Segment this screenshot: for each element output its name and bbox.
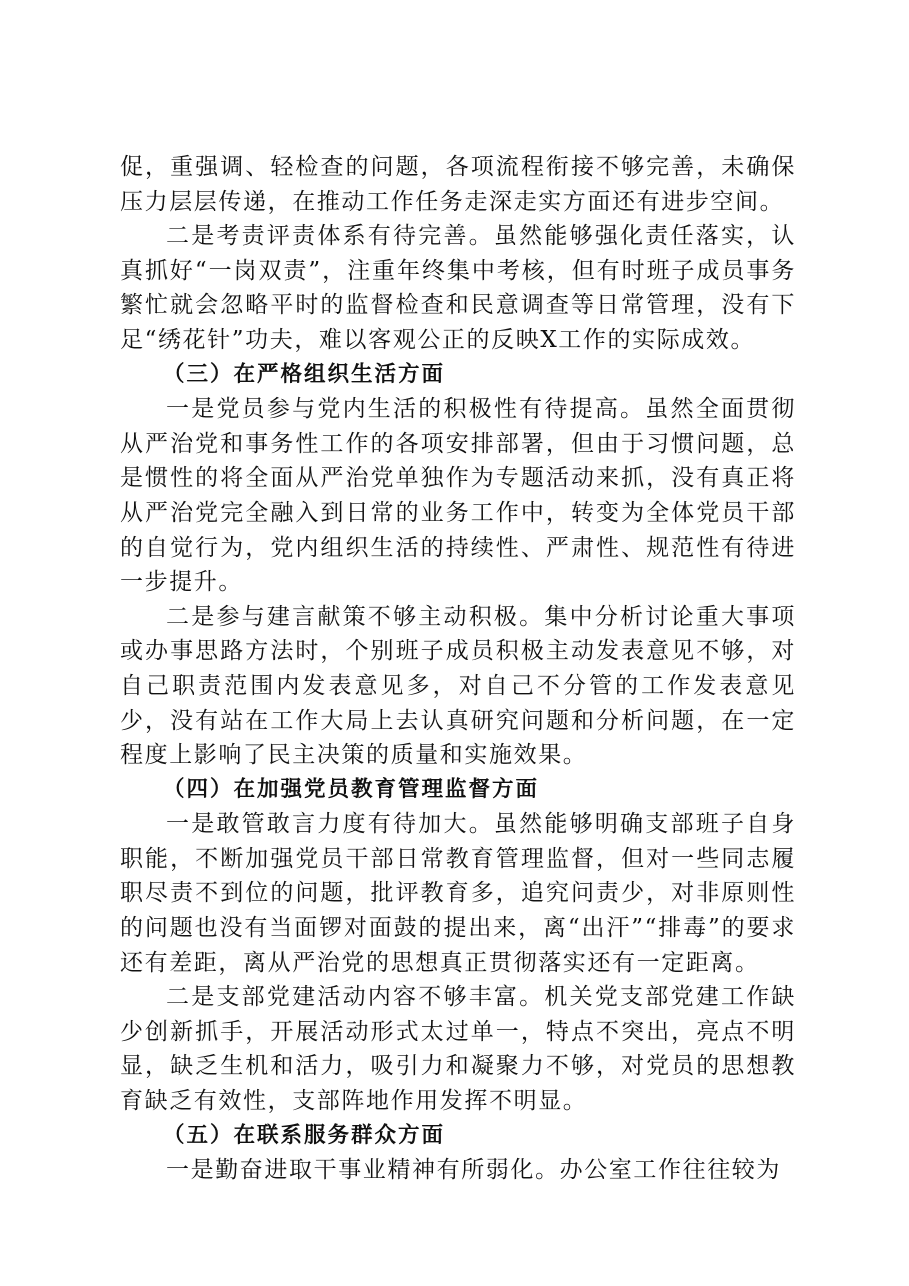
paragraph-management-strength: 一是敢管敢言力度有待加大。虽然能够明确支部班子自身职能，不断加强党员干部日常教育管理监督，但对一些同志履职尽责不到位的问题，批评教育多，追究问责少，对非原则性的问题也没有当面锣对面鼓的提出来，离“出汗”“排毒”的要求还有差距，离从严治党的思想真正贯彻落实还有一定距离。: [120, 811, 796, 976]
paragraph-suggestions: 二是参与建言献策不够主动积极。集中分析讨论重大事项或办事思路方法时，个别班子成员积极主动发表意见不够，对自己职责范围内发表意见多，对自己不分管的工作发表意见少，没有站在工作大局上去认真研究问题和分析问题，在一定程度上影响了民主决策的质量和实施效果。: [120, 603, 796, 769]
section-heading-organizational-life: （三）在严格组织生活方面: [163, 361, 446, 387]
paragraph-diligence: 一是勤奋进取干事业精神有所弱化。办公室工作往往较为: [166, 1157, 781, 1184]
section-heading-member-education: （四）在加强党员教育管理监督方面: [163, 776, 540, 802]
document-body: [120, 150, 796, 1188]
section-heading-serving-masses: （五）在联系服务群众方面: [163, 1122, 446, 1148]
paragraph-continuation: 促，重强调、轻检查的问题，各项流程衔接不够完善，未确保压力层层传递，在推动工作任务走深走实方面还有进步空间。: [120, 154, 796, 215]
paragraph-assessment-system: 二是考责评责体系有待完善。虽然能够强化责任落实，认真抓好“一岗双责”，注重年终集中考核，但有时班子成员事务繁忙就会忽略平时的监督检查和民意调查等日常管理，没有下足“绣花针”功夫，难以客观公正的反映X工作的实际成效。: [120, 223, 796, 353]
paragraph-member-participation: 一是党员参与党内生活的积极性有待提高。虽然全面贯彻从严治党和事务性工作的各项安排部署，但由于习惯问题，总是惯性的将全面从严治党单独作为专题活动来抓，没有真正将从严治党完全融入到日常的业务工作中，转变为全体党员干部的自觉行为，党内组织生活的持续性、严肃性、规范性有待进一步提升。: [120, 396, 796, 596]
paragraph-branch-activities: 二是支部党建活动内容不够丰富。机关党支部党建工作缺少创新抓手，开展活动形式太过单一，特点不突出，亮点不明显，缺乏生机和活力，吸引力和凝聚力不够，对党员的思想教育缺乏有效性，支部阵地作用发挥不明显。: [120, 984, 796, 1115]
